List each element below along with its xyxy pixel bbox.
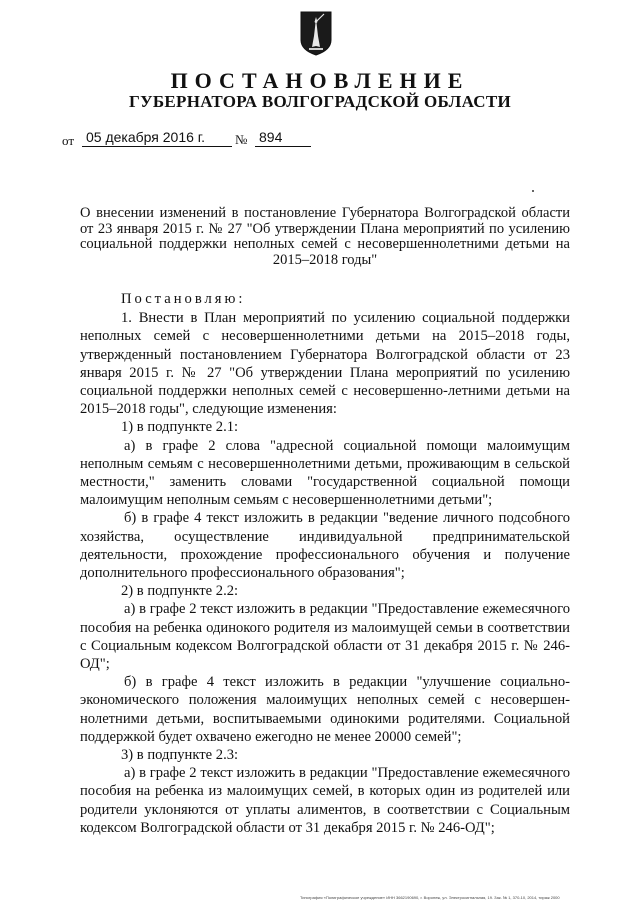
paragraph: 1. Внести в План мероприятий по усилению социальной поддержки неполных семей с несовершеннолетними детьми на 2015–2018 годы, утвержденный постановлением Губернатора Волгоградской области от 23 января 2015 г. № 27 "Об утверждении Плана мероприятий по усилению социальной поддержки неполных семей с несовершенно-летними детьми на 2015–2018 годы", следующие изменения: [80,310,570,418]
volgograd-coat-of-arms-icon [299,10,333,56]
paragraph: 3) в подпункте 2.3: [121,747,239,764]
scan-speck [532,190,534,192]
paragraph: б) в графе 4 текст изложить в редакции "ведение личного подсобного хозяйства, осуществление индивидуальной предпринимательской деятельности, прохождение профессионального обучения и получение дополнительного профессионального образования"; [80,510,570,582]
paragraph: б) в графе 4 текст изложить в редакции "улучшение социально-экономического положения малоимущих неполных семей с несовершен-нолетними детьми, воспитываемыми одинокими родителями. Социальной поддержкой будет охвачено ежегодно не менее 20000 семей"; [80,674,570,745]
number-label: № [235,132,248,147]
document-body [80,290,570,837]
paragraph: 2) в подпункте 2.2: [121,583,239,600]
printer-imprint: Типография «Полиграфическое учреждение» ИНН 3662190690, г. Воронеж, ул. Электросигнальная, 19. Зак. № 1, 370-10, 2014, тираж 2000 [300,895,560,900]
paragraph: 1) в подпункте 2.1: [121,419,239,436]
document-number: 894 [255,128,311,147]
document-date: 05 декабря 2016 г. [82,128,232,147]
date-label: от [62,133,75,148]
document-title: ПОСТАНОВЛЕНИЕ [170,68,470,93]
paragraph: а) в графе 2 текст изложить в редакции "Предоставление ежемесячного пособия на ребенка из малоимущих семей, в которых один из родителей или родители уклоняются от уплаты алиментов, в соответствии с Социальным кодексом Волгоградской области от 31 декабря 2015 г. № 246-ОД"; [80,765,570,836]
paragraph: а) в графе 2 текст изложить в редакции "Предоставление ежемесячного пособия на ребенка одинокого родителя из малоимущей семьи в соответствии с Социальным кодексом Волгоградской области от 31 декабря 2015 г. № 246-ОД"; [80,601,570,673]
document-issuer: ГУБЕРНАТОРА ВОЛГОГРАДСКОЙ ОБЛАСТИ [128,92,512,111]
document-subject: О внесении изменений в постановление Губернатора Волгоградской области от 23 января 2015 г. № 27 "Об утверждении Плана мероприятий по усилению социальной поддержки неполных семей с несовершеннолетними детьми на 2015–2018 годы" [80,205,570,268]
paragraph: а) в графе 2 слова "адресной социальной помощи малоимущим неполным семьям с несовершеннолетними детьми, проживающим в сельской местности," заменить словами "государственной социальной помощи малоимущим неполным семьям с несовершеннолетними детьми"; [80,437,570,509]
decree-word: Постановляю: [121,291,246,307]
